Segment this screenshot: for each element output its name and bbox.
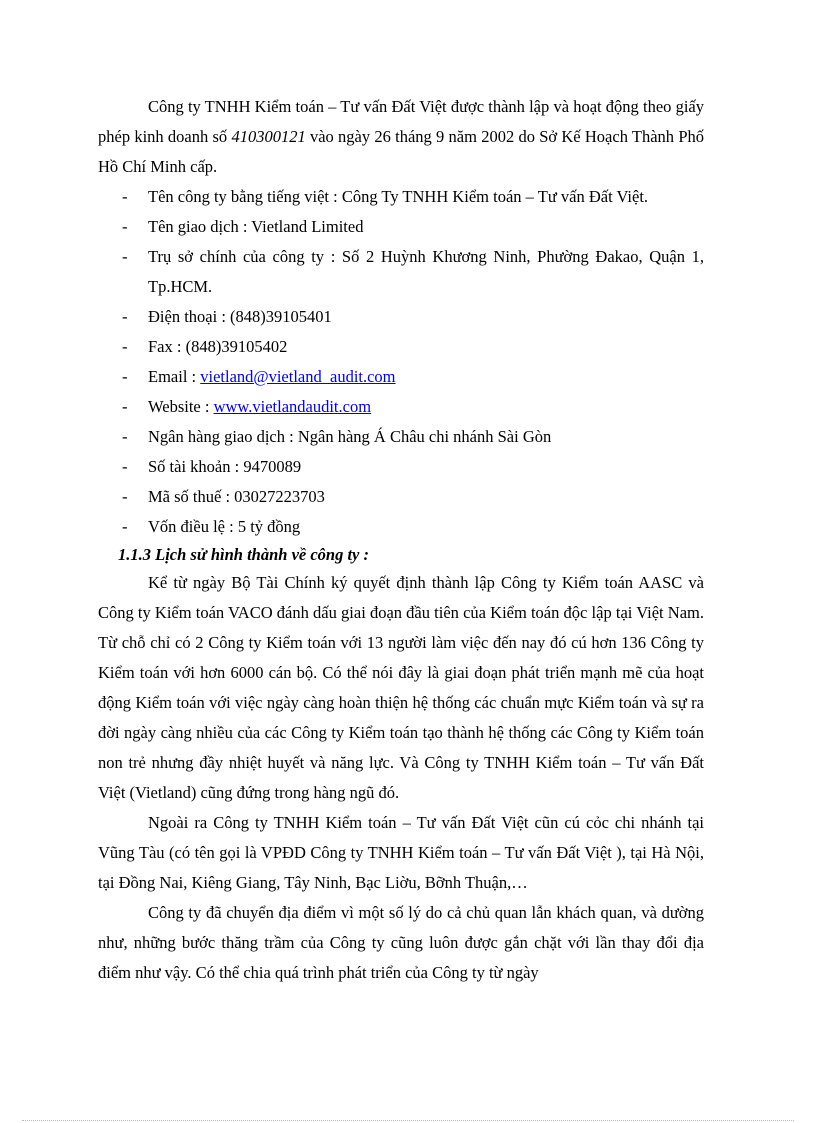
list-item bbox=[98, 302, 704, 332]
document-body bbox=[98, 92, 704, 988]
company-info-list bbox=[98, 182, 704, 542]
bullet-dash: - bbox=[122, 457, 128, 476]
bullet-dash: - bbox=[122, 487, 128, 506]
page-bottom-divider bbox=[22, 1120, 794, 1121]
website-label: Website : bbox=[148, 397, 214, 416]
branches-paragraph: Ngoài ra Công ty TNHH Kiểm toán – Tư vấn Đất Việt cũn cú cỏc chi nhánh tại Vũng Tàu (có tên gọi là VPĐD Công ty TNHH Kiểm toán – Tư vấn Đất Việt ), tại Hà Nội, tại Đồng Nai, Kiêng Giang, Tây Ninh, Bạc Liờu, Bỡnh Thuận,… bbox=[98, 813, 704, 892]
list-item-text: Vốn điều lệ : 5 tỷ đồng bbox=[148, 517, 301, 536]
list-item bbox=[98, 332, 704, 362]
list-item-text: Fax : (848)39105402 bbox=[148, 337, 288, 356]
list-item bbox=[98, 212, 704, 242]
bullet-dash: - bbox=[122, 517, 128, 536]
intro-paragraph bbox=[98, 92, 704, 182]
list-item-website bbox=[98, 392, 704, 422]
list-item-text: Điện thoại : (848)39105401 bbox=[148, 307, 332, 326]
email-label: Email : bbox=[148, 367, 201, 386]
bullet-dash: - bbox=[122, 367, 128, 386]
list-item-text: Tên công ty bằng tiếng việt : Công Ty TNHH Kiểm toán – Tư vấn Đất Việt. bbox=[148, 187, 649, 206]
website-link[interactable]: www.vietlandaudit.com bbox=[213, 397, 372, 416]
bullet-dash: - bbox=[122, 307, 128, 326]
list-item bbox=[98, 452, 704, 482]
email-link[interactable]: vietland@vietland_audit.com bbox=[200, 367, 396, 386]
history-paragraph: Kể từ ngày Bộ Tài Chính ký quyết định thành lập Công ty Kiểm toán AASC và Công ty Kiểm toán VACO đánh dấu giai đoạn đầu tiên của Kiểm toán độc lập tại Việt Nam. Từ chỗ chỉ có 2 Công ty Kiểm toán với 13 người làm việc đến nay đó cú hơn 136 Công ty Kiểm toán với hơn 6000 cán bộ. Có thể nói đây là giai đoạn phát triển mạnh mẽ của hoạt động Kiểm toán với việc ngày càng hoàn thiện hệ thống các chuẩn mực Kiểm toán và sự ra đời ngày càng nhiều của các Công ty Kiểm toán tạo thành hệ thống các Công ty Kiểm toán non trẻ nhưng đầy nhiệt huyết và năng lực. Và Công ty TNHH Kiểm toán – Tư vấn Đất Việt (Vietland) cũng đứng trong hàng ngũ đó. bbox=[98, 573, 704, 802]
list-item bbox=[98, 242, 704, 302]
list-item-text: Trụ sở chính của công ty : Số 2 Huỳnh Khương Ninh, Phường Đakao, Quận 1, Tp.HCM. bbox=[148, 247, 704, 296]
list-item-email bbox=[98, 362, 704, 392]
list-item bbox=[98, 422, 704, 452]
list-item-text: Số tài khoản : 9470089 bbox=[148, 457, 302, 476]
list-item-text: Ngân hàng giao dịch : Ngân hàng Á Châu chi nhánh Sài Gòn bbox=[148, 427, 552, 446]
bullet-dash: - bbox=[122, 247, 128, 266]
bullet-dash: - bbox=[122, 337, 128, 356]
bullet-dash: - bbox=[122, 397, 128, 416]
bullet-dash: - bbox=[122, 427, 128, 446]
intro-text-end: vào ngày 26 tháng 9 năm 2002 do Sở Kế Hoạch Thành Phố Hồ Chí Minh cấp. bbox=[98, 127, 704, 176]
bullet-dash: - bbox=[122, 217, 128, 236]
list-item bbox=[98, 512, 704, 542]
list-item-text: Tên giao dịch : Vietland Limited bbox=[148, 217, 364, 236]
intro-text-start: Công ty TNHH Kiểm toán – Tư vấn Đất Việt được thành lập và hoạt động theo giấy phép kinh doanh số bbox=[98, 97, 704, 146]
relocation-paragraph: Công ty đã chuyển địa điểm vì một số lý do cả chủ quan lẫn khách quan, và dường như, những bước thăng trầm của Công ty cũng luôn được gắn chặt với lần thay đổi địa điểm như vậy. Có thể chia quá trình phát triển của Công ty từ ngày bbox=[98, 903, 704, 982]
license-number: 410300121 bbox=[231, 127, 306, 146]
list-item bbox=[98, 182, 704, 212]
bullet-dash: - bbox=[122, 187, 128, 206]
list-item-text: Mã số thuế : 03027223703 bbox=[148, 487, 325, 506]
list-item bbox=[98, 482, 704, 512]
section-heading: 1.1.3 Lịch sử hình thành về công ty : bbox=[118, 545, 369, 564]
